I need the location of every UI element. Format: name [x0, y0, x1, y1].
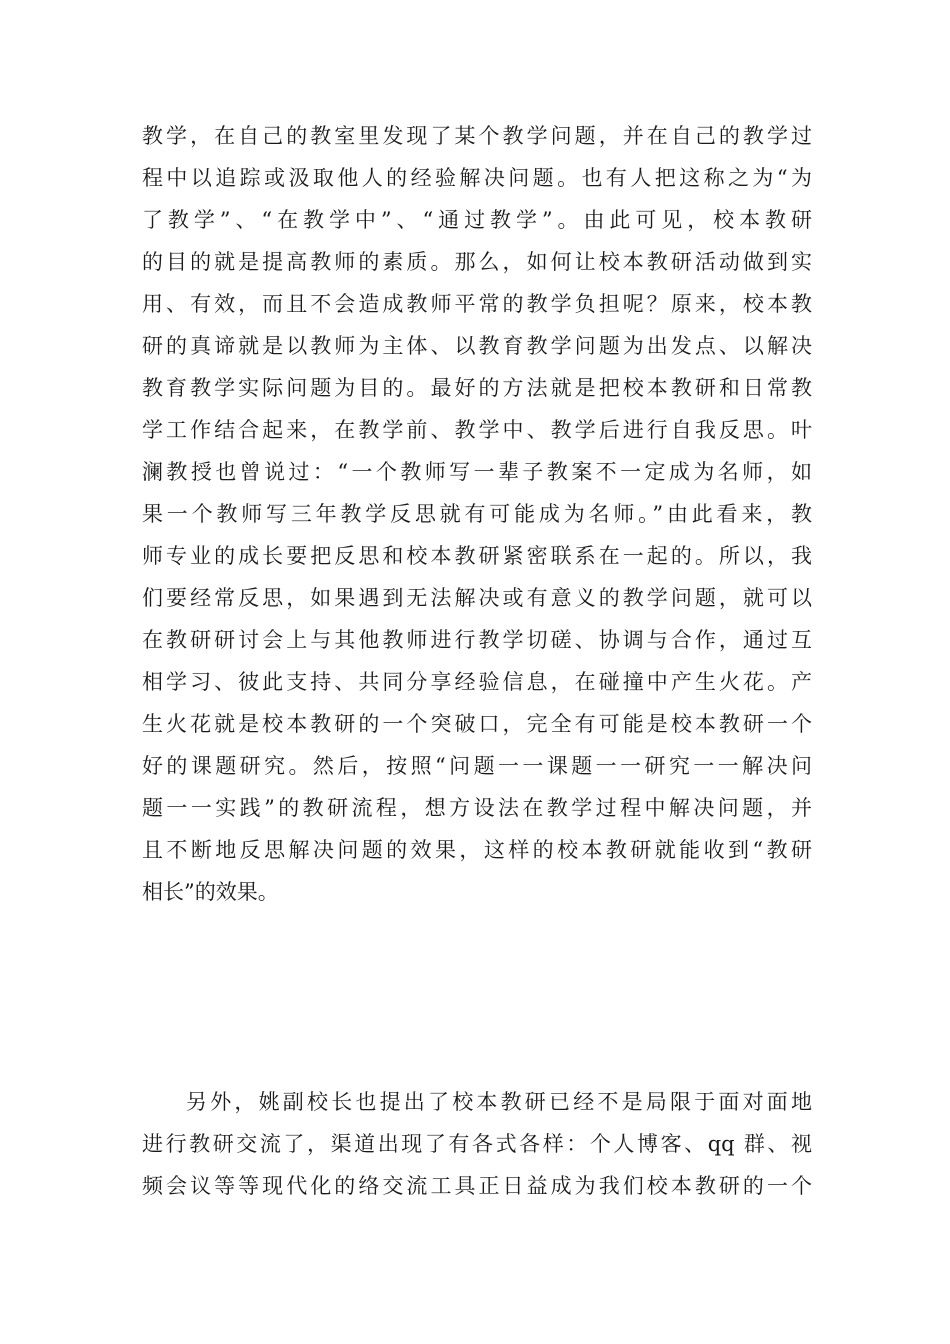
text-line: 学工作结合起来，在教学前、教学中、教学后进行自我反思。叶 [142, 418, 812, 442]
text-line: 另外，姚副校长也提出了校本教研已经不是局限于面对面地 [186, 1090, 812, 1114]
text-line: 教育教学实际问题为目的。最好的方法就是把校本教研和日常教 [142, 376, 812, 400]
text-line: 好的课题研究。然后，按照“问题一一课题一一研究一一解决问 [142, 754, 812, 778]
text-line: 的目的就是提高教师的素质。那么，如何让校本教研活动做到实 [142, 250, 812, 274]
text-line: 进行教研交流了，渠道出现了有各式各样：个人博客、qq 群、视 [142, 1132, 812, 1156]
text-line: 在教研研讨会上与其他教师进行教学切磋、协调与合作，通过互 [142, 628, 812, 652]
text-line: 教学，在自己的教室里发现了某个教学问题，并在自己的教学过 [142, 124, 812, 148]
text-line: 且不断地反思解决问题的效果，这样的校本教研就能收到“教研 [142, 838, 812, 862]
text-line: 频会议等等现代化的络交流工具正日益成为我们校本教研的一个 [142, 1174, 812, 1198]
text-line: 生火花就是校本教研的一个突破口，完全有可能是校本教研一个 [142, 712, 812, 736]
text-line: 澜教授也曾说过：“一个教师写一辈子教案不一定成为名师，如 [142, 460, 812, 484]
text-line: 相长”的效果。 [142, 880, 279, 904]
text-line: 用、有效，而且不会造成教师平常的教学负担呢？原来，校本教 [142, 292, 812, 316]
text-line: 题一一实践”的教研流程，想方设法在教学过程中解决问题，并 [142, 796, 812, 820]
text-line: 程中以追踪或汲取他人的经验解决问题。也有人把这称之为“为 [142, 166, 812, 190]
text-line: 研的真谛就是以教师为主体、以教育教学问题为出发点、以解决 [142, 334, 812, 358]
paragraph-1 [142, 115, 812, 913]
paragraph-2 [142, 1081, 812, 1207]
text-line: 果一个教师写三年教学反思就有可能成为名师。”由此看来，教 [142, 502, 812, 526]
text-line: 们要经常反思，如果遇到无法解决或有意义的教学问题，就可以 [142, 586, 812, 610]
text-line: 了教学”、“在教学中”、“通过教学”。由此可见，校本教研 [142, 208, 812, 232]
text-line: 相学习、彼此支持、共同分享经验信息，在碰撞中产生火花。产 [142, 670, 812, 694]
text-line: 师专业的成长要把反思和校本教研紧密联系在一起的。所以，我 [142, 544, 812, 568]
